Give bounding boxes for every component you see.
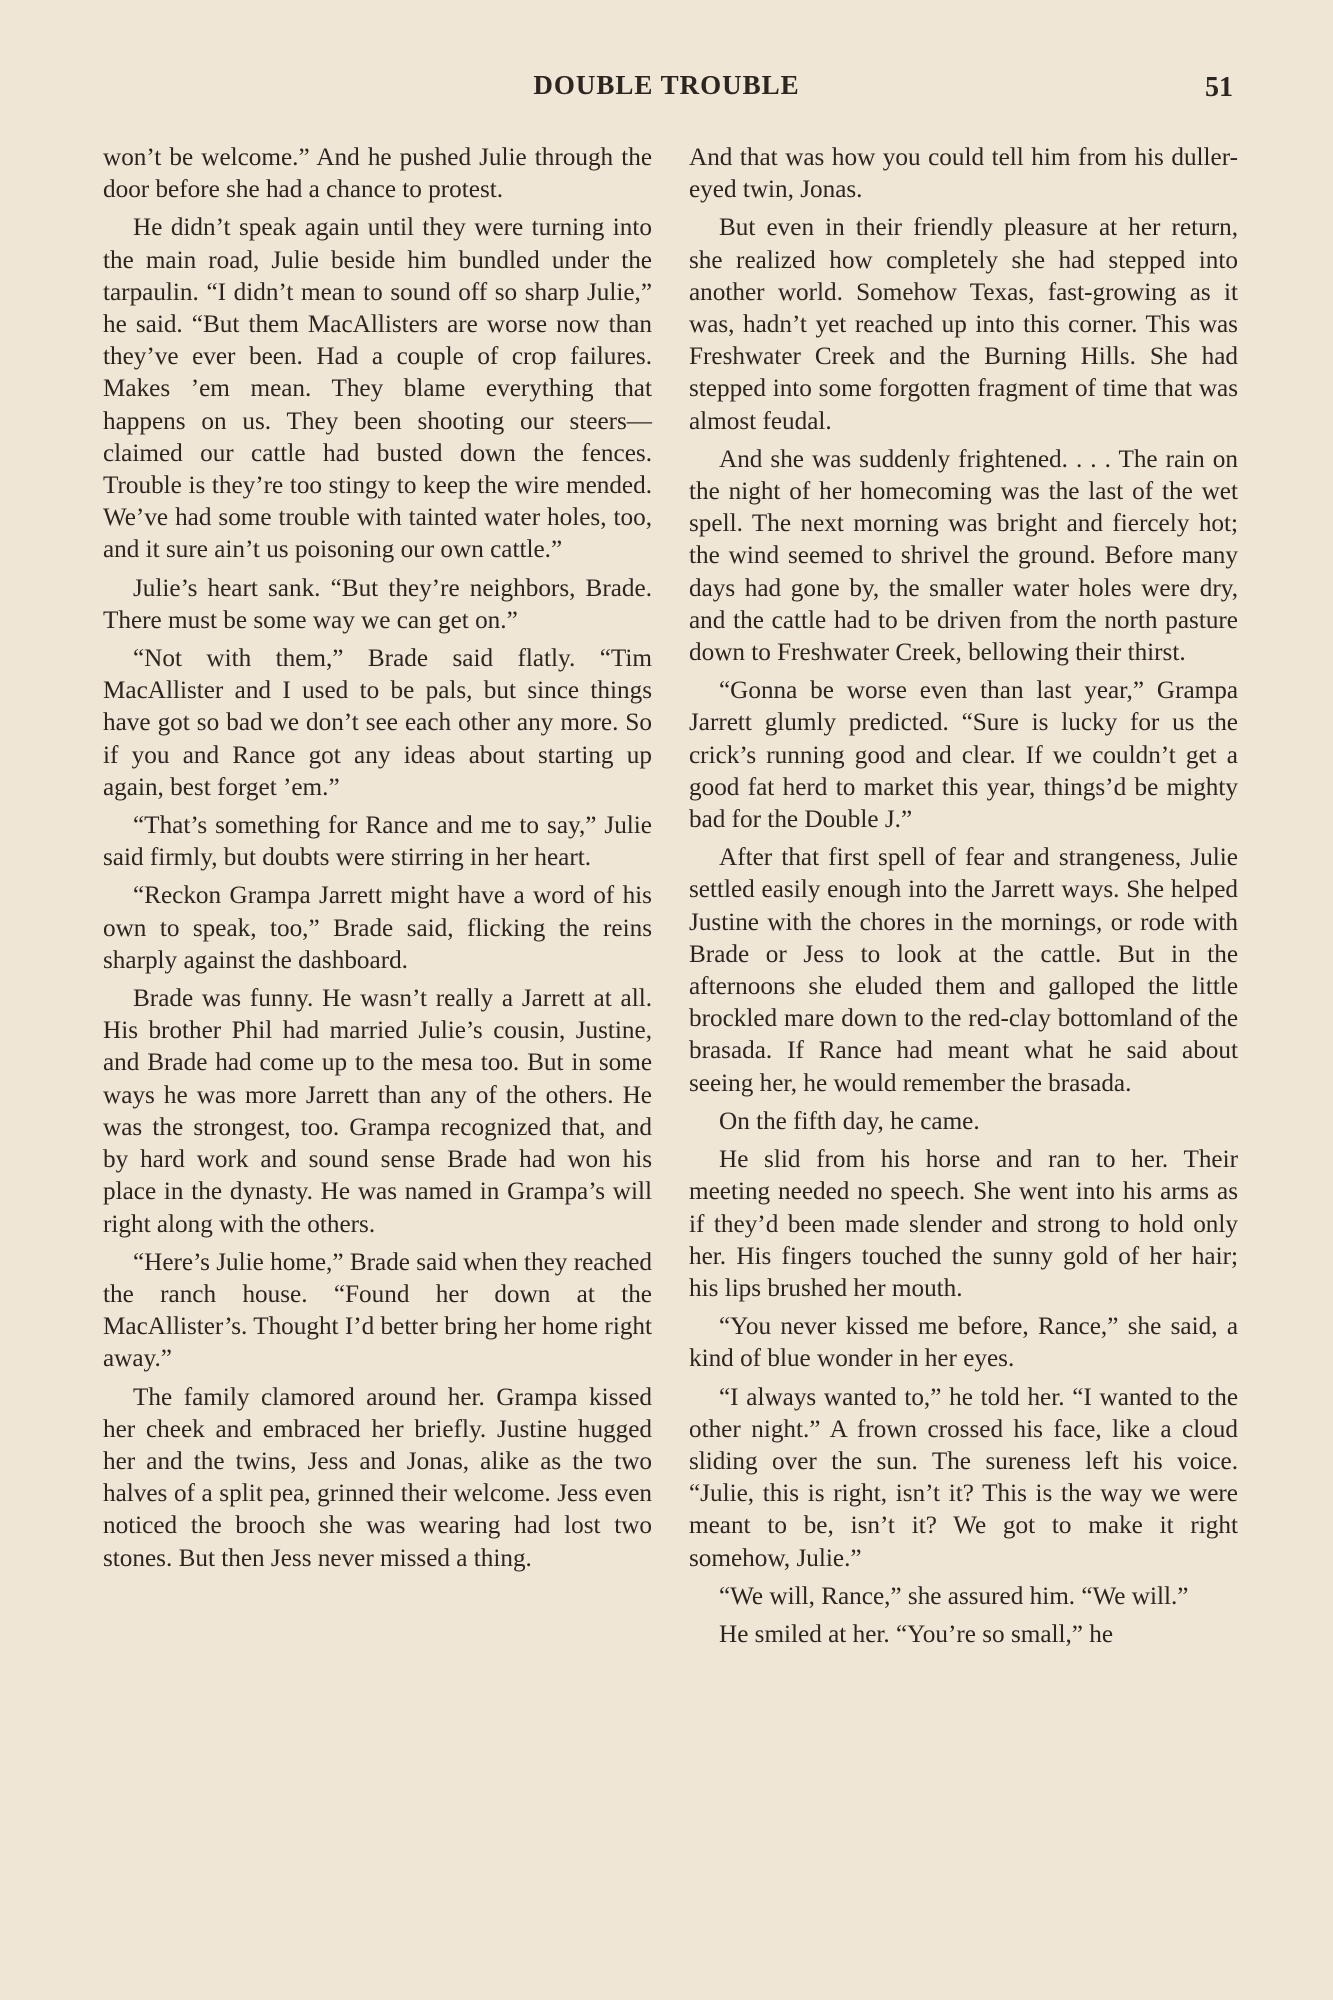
paragraph: “That’s something for Rance and me to say,” Julie said firmly, but doubts were stirring in her heart. [103, 812, 652, 872]
paragraph: Julie’s heart sank. “But they’re neighbors, Brade. There must be some way we can get on.” [103, 574, 652, 634]
paragraph: And that was how you could tell him from his duller-eyed twin, Jonas. [689, 144, 1238, 204]
paragraph: He smiled at her. “You’re so small,” he [719, 1620, 1114, 1648]
text-columns [103, 142, 1238, 1657]
paragraph: “Not with them,” Brade said flatly. “Tim MacAllister and I used to be pals, but since things have got so bad we don’t see each other any more. So if you and Rance got any ideas about starting up again, best forget ’em.” [103, 645, 652, 801]
paragraph: And she was suddenly frightened. . . . The rain on the night of her homecoming was the last of the wet spell. The next morning was bright and fiercely hot; the wind seemed to shrivel the ground. Before many days had gone by, the smaller water holes were dry, and the cattle had to be driven from the north pasture down to Freshwater Creek, bellowing their thirst. [689, 445, 1238, 667]
left-column [103, 142, 652, 1657]
paragraph: “Here’s Julie home,” Brade said when they reached the ranch house. “Found her down at the MacAllister’s. Thought I’d better bring her home right away.” [103, 1248, 652, 1373]
paragraph: “I always wanted to,” he told her. “I wanted to the other night.” A frown crossed his face, like a cloud sliding over the sun. The sureness left his voice. “Julie, this is right, isn’t it? This is the way we were meant to be, isn’t it? We got to make it right somehow, Julie.” [689, 1383, 1238, 1572]
running-title: DOUBLE TROUBLE [533, 70, 800, 100]
paragraph: But even in their friendly pleasure at her return, she realized how completely she had stepped into another world. Somehow Texas, fast-growing as it was, hadn’t yet reached up into this corner. This was Freshwater Creek and the Burning Hills. She had stepped into some forgotten fragment of time that was almost feudal. [689, 214, 1238, 435]
paragraph: The family clamored around her. Grampa kissed her cheek and embraced her briefly. Justine hugged her and the twins, Jess and Jonas, alike as the two halves of a split pea, grinned their welcome. Jess even noticed the brooch she was wearing had lost two stones. But then Jess never missed a thing. [103, 1383, 652, 1572]
paragraph: “Reckon Grampa Jarrett might have a word of his own to speak, too,” Brade said, flicking the reins sharply against the dashboard. [103, 882, 652, 974]
paragraph: “You never kissed me before, Rance,” she said, a kind of blue wonder in her eyes. [689, 1313, 1238, 1373]
paragraph: He didn’t speak again until they were turning into the main road, Julie beside him bundled under the tarpaulin. “I didn’t mean to sound off so sharp Julie,” he said. “But them MacAllisters are worse now than they’ve ever been. Had a couple of crop failures. Makes ’em mean. They blame everything that happens on us. They been shooting our steers—claimed our cattle had busted down the fences. Trouble is they’re too stingy to keep the wire mended. We’ve had some trouble with tainted water holes, too, and it sure ain’t us poisoning our own cattle.” [103, 214, 652, 564]
paragraph: won’t be welcome.” And he pushed Julie through the door before she had a chance to protest. [103, 144, 652, 204]
paragraph: On the fifth day, he came. [719, 1107, 980, 1135]
paragraph: “We will, Rance,” she assured him. “We will.” [719, 1582, 1189, 1610]
right-column [689, 142, 1238, 1657]
paragraph: “Gonna be worse even than last year,” Grampa Jarrett glumly predicted. “Sure is lucky for us the crick’s running good and clear. If we couldn’t get a good fat herd to market this year, things’d be mighty bad for the Double J.” [689, 677, 1238, 834]
paragraph: He slid from his horse and ran to her. Their meeting needed no speech. She went into his arms as if they’d been made slender and strong to hold only her. His fingers touched the sunny gold of her hair; his lips brushed her mouth. [689, 1146, 1238, 1302]
paragraph: Brade was funny. He wasn’t really a Jarrett at all. His brother Phil had married Julie’s cousin, Justine, and Brade had come up to the mesa too. But in some ways he was more Jarrett than any of the others. He was the strongest, too. Grampa recognized that, and by hard work and sound sense Brade had won his place in the dynasty. He was named in Grampa’s will right along with the others. [103, 985, 652, 1238]
paragraph: After that first spell of fear and strangeness, Julie settled easily enough into the Jarrett ways. She helped Justine with the chores in the mornings, or rode with Brade or Jess to look at the cattle. But in the afternoons she eluded them and galloped the little brockled mare down to the red-clay bottomland of the brasada. If Rance had meant what he said about seeing her, he would remember the brasada. [689, 844, 1238, 1097]
page-number: 51 [1205, 72, 1233, 103]
page-header [0, 70, 1333, 110]
